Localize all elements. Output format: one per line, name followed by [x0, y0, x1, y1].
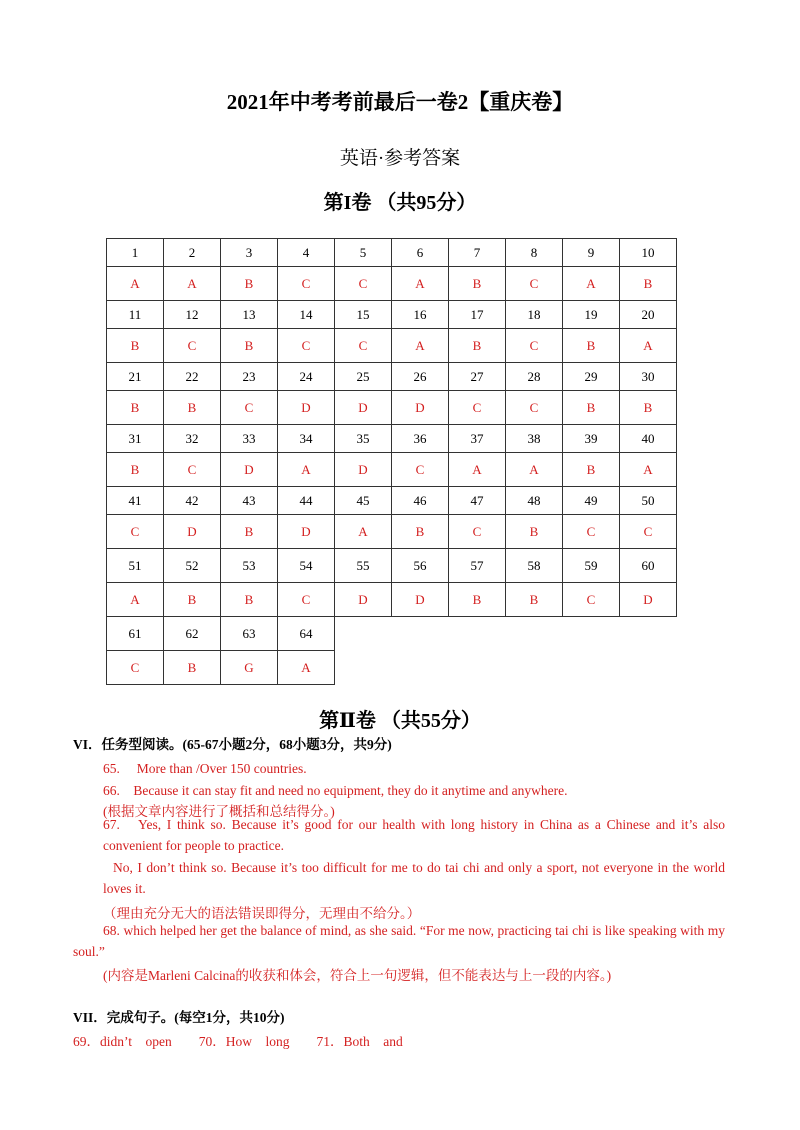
answer-cell: C: [392, 453, 449, 487]
question-number-cell: 56: [392, 549, 449, 583]
question-number-cell: 17: [449, 301, 506, 329]
question-number-cell: 60: [620, 549, 677, 583]
question-number-cell: 2: [164, 239, 221, 267]
answer-cell: A: [164, 267, 221, 301]
question-number-cell: 7: [449, 239, 506, 267]
empty-cell: [563, 651, 620, 685]
answer-cell: A: [392, 267, 449, 301]
question-number-cell: 37: [449, 425, 506, 453]
answer-cell: B: [620, 267, 677, 301]
empty-cell: [335, 617, 392, 651]
question-number-cell: 40: [620, 425, 677, 453]
answer-cell: B: [449, 267, 506, 301]
question-number-cell: 55: [335, 549, 392, 583]
question-number-cell: 12: [164, 301, 221, 329]
question-number-cell: 6: [392, 239, 449, 267]
question-number-row: [107, 239, 677, 267]
answer-cell: C: [620, 515, 677, 549]
part2-title: 第Ⅱ卷 （共55分）: [319, 710, 481, 732]
empty-cell: [335, 651, 392, 685]
empty-cell: [449, 617, 506, 651]
answer-cell: D: [278, 391, 335, 425]
question-number-cell: 5: [335, 239, 392, 267]
answer-cell: A: [563, 267, 620, 301]
answer-cell: B: [164, 651, 221, 685]
section6-heading: VI．任务型阅读。(65-67小题2分，68小题3分，共9分): [73, 737, 392, 752]
answer-cell: B: [221, 267, 278, 301]
answer-cell: D: [335, 583, 392, 617]
question-number-cell: 41: [107, 487, 164, 515]
section7-heading: VII．完成句子。(每空1分，共10分): [73, 1010, 285, 1025]
answer-67-yes: 67. Yes, I think so. Because it’s good for our health with long history in China as a Chinese and it’s also convenient for people to practice.: [103, 817, 725, 853]
question-number-cell: 23: [221, 363, 278, 391]
answer-cell: A: [278, 651, 335, 685]
empty-cell: [392, 651, 449, 685]
answer-table: [106, 238, 677, 685]
answer-cell: B: [221, 329, 278, 363]
question-number-cell: 15: [335, 301, 392, 329]
answer-cell: A: [506, 453, 563, 487]
answer-cell: A: [620, 453, 677, 487]
question-number-cell: 27: [449, 363, 506, 391]
empty-cell: [449, 651, 506, 685]
answer-cell: B: [563, 391, 620, 425]
question-number-cell: 57: [449, 549, 506, 583]
answer-row: [107, 267, 677, 301]
answer-cell: B: [221, 515, 278, 549]
question-number-cell: 32: [164, 425, 221, 453]
answer-cell: A: [449, 453, 506, 487]
answer-cell: C: [563, 583, 620, 617]
answer-cell: B: [449, 583, 506, 617]
answer-row: [107, 453, 677, 487]
question-number-cell: 22: [164, 363, 221, 391]
question-number-cell: 18: [506, 301, 563, 329]
answer-cell: C: [563, 515, 620, 549]
question-number-cell: 14: [278, 301, 335, 329]
question-number-cell: 34: [278, 425, 335, 453]
answer-cell: B: [164, 583, 221, 617]
empty-cell: [620, 651, 677, 685]
answer-cell: C: [278, 267, 335, 301]
question-number-cell: 52: [164, 549, 221, 583]
answer-cell: C: [449, 515, 506, 549]
empty-cell: [506, 617, 563, 651]
empty-cell: [563, 617, 620, 651]
answer-cell: C: [506, 329, 563, 363]
answer-cell: C: [278, 583, 335, 617]
answer-cell: D: [392, 391, 449, 425]
question-number-cell: 31: [107, 425, 164, 453]
question-number-cell: 46: [392, 487, 449, 515]
answer-cell: B: [563, 329, 620, 363]
page-title: 2021年中考考前最后一卷2【重庆卷】: [226, 90, 574, 114]
question-number-cell: 20: [620, 301, 677, 329]
answer-cell: B: [107, 453, 164, 487]
answer-cell: A: [620, 329, 677, 363]
question-number-cell: 21: [107, 363, 164, 391]
answer-cell: C: [335, 267, 392, 301]
answer-cell: C: [107, 515, 164, 549]
question-number-cell: 29: [563, 363, 620, 391]
question-number-row: [107, 363, 677, 391]
question-number-row: [107, 425, 677, 453]
question-number-cell: 28: [506, 363, 563, 391]
question-number-cell: 25: [335, 363, 392, 391]
question-number-cell: 43: [221, 487, 278, 515]
question-number-cell: 50: [620, 487, 677, 515]
question-number-row: [107, 617, 677, 651]
question-number-cell: 19: [563, 301, 620, 329]
answer-67-no: No, I don’t think so. Because it’s too difficult for me to do tai chi and only a sport, not everyone in the world loves it.: [103, 860, 725, 896]
answer-cell: B: [620, 391, 677, 425]
answer-cell: C: [107, 651, 164, 685]
question-number-cell: 63: [221, 617, 278, 651]
answer-row: [107, 329, 677, 363]
question-number-cell: 59: [563, 549, 620, 583]
note-67: （理由充分无大的语法错误即得分，无理由不给分。）: [103, 906, 421, 921]
question-number-cell: 11: [107, 301, 164, 329]
answer-row: [107, 515, 677, 549]
answer-68: 68. which helped her get the balance of mind, as she said. “For me now, practicing tai chi is like speaking with my soul.”: [73, 923, 725, 959]
question-number-cell: 54: [278, 549, 335, 583]
answer-cell: G: [221, 651, 278, 685]
answer-cell: B: [164, 391, 221, 425]
page-subtitle: 英语·参考答案: [339, 148, 461, 169]
answer-cell: B: [221, 583, 278, 617]
question-number-cell: 47: [449, 487, 506, 515]
question-number-cell: 24: [278, 363, 335, 391]
answer-66: 66. Because it can stay fit and need no equipment, they do it anytime and anywhere.: [103, 783, 568, 798]
question-number-cell: 35: [335, 425, 392, 453]
empty-cell: [620, 617, 677, 651]
question-number-cell: 64: [278, 617, 335, 651]
answer-cell: B: [107, 329, 164, 363]
question-number-cell: 39: [563, 425, 620, 453]
answer-cell: C: [164, 453, 221, 487]
answer-cell: A: [107, 267, 164, 301]
answer-cell: D: [278, 515, 335, 549]
question-number-row: [107, 549, 677, 583]
answer-cell: C: [221, 391, 278, 425]
answer-65: 65. More than /Over 150 countries.: [103, 761, 307, 776]
section7-answers: 69．didn’t open 70．How long 71．Both and: [73, 1034, 403, 1049]
answer-cell: C: [506, 391, 563, 425]
answer-cell: A: [392, 329, 449, 363]
question-number-cell: 1: [107, 239, 164, 267]
question-number-row: [107, 487, 677, 515]
answer-cell: B: [107, 391, 164, 425]
answer-cell: A: [107, 583, 164, 617]
answer-cell: D: [164, 515, 221, 549]
question-number-cell: 4: [278, 239, 335, 267]
answer-cell: C: [335, 329, 392, 363]
answer-cell: C: [164, 329, 221, 363]
question-number-cell: 61: [107, 617, 164, 651]
answer-cell: A: [278, 453, 335, 487]
question-number-cell: 62: [164, 617, 221, 651]
question-number-cell: 53: [221, 549, 278, 583]
question-number-cell: 38: [506, 425, 563, 453]
question-number-cell: 48: [506, 487, 563, 515]
question-number-cell: 51: [107, 549, 164, 583]
answer-cell: B: [449, 329, 506, 363]
answer-cell: D: [335, 391, 392, 425]
question-number-cell: 3: [221, 239, 278, 267]
question-number-cell: 13: [221, 301, 278, 329]
answer-cell: B: [563, 453, 620, 487]
answer-cell: D: [335, 453, 392, 487]
question-number-cell: 30: [620, 363, 677, 391]
answer-cell: A: [335, 515, 392, 549]
question-number-cell: 9: [563, 239, 620, 267]
question-number-cell: 58: [506, 549, 563, 583]
question-number-cell: 16: [392, 301, 449, 329]
answer-cell: B: [506, 583, 563, 617]
empty-cell: [392, 617, 449, 651]
part1-title: 第I卷 （共95分）: [323, 192, 477, 214]
question-number-cell: 45: [335, 487, 392, 515]
answer-cell: D: [392, 583, 449, 617]
note-68: (内容是Marleni Calcina的收获和体会，符合上一句逻辑，但不能表达与上一段的内容。): [103, 968, 612, 983]
answer-cell: C: [278, 329, 335, 363]
question-number-cell: 26: [392, 363, 449, 391]
question-number-cell: 42: [164, 487, 221, 515]
answer-row: [107, 391, 677, 425]
question-number-cell: 33: [221, 425, 278, 453]
question-number-cell: 36: [392, 425, 449, 453]
question-number-cell: 44: [278, 487, 335, 515]
answer-row: [107, 583, 677, 617]
answer-row: [107, 651, 677, 685]
empty-cell: [506, 651, 563, 685]
question-number-row: [107, 301, 677, 329]
note-66: (根据文章内容进行了概括和总结得分。): [103, 804, 335, 819]
question-number-cell: 8: [506, 239, 563, 267]
answer-cell: C: [506, 267, 563, 301]
answer-cell: B: [506, 515, 563, 549]
answer-cell: D: [620, 583, 677, 617]
answer-cell: C: [449, 391, 506, 425]
question-number-cell: 10: [620, 239, 677, 267]
answer-cell: B: [392, 515, 449, 549]
question-number-cell: 49: [563, 487, 620, 515]
answer-cell: D: [221, 453, 278, 487]
